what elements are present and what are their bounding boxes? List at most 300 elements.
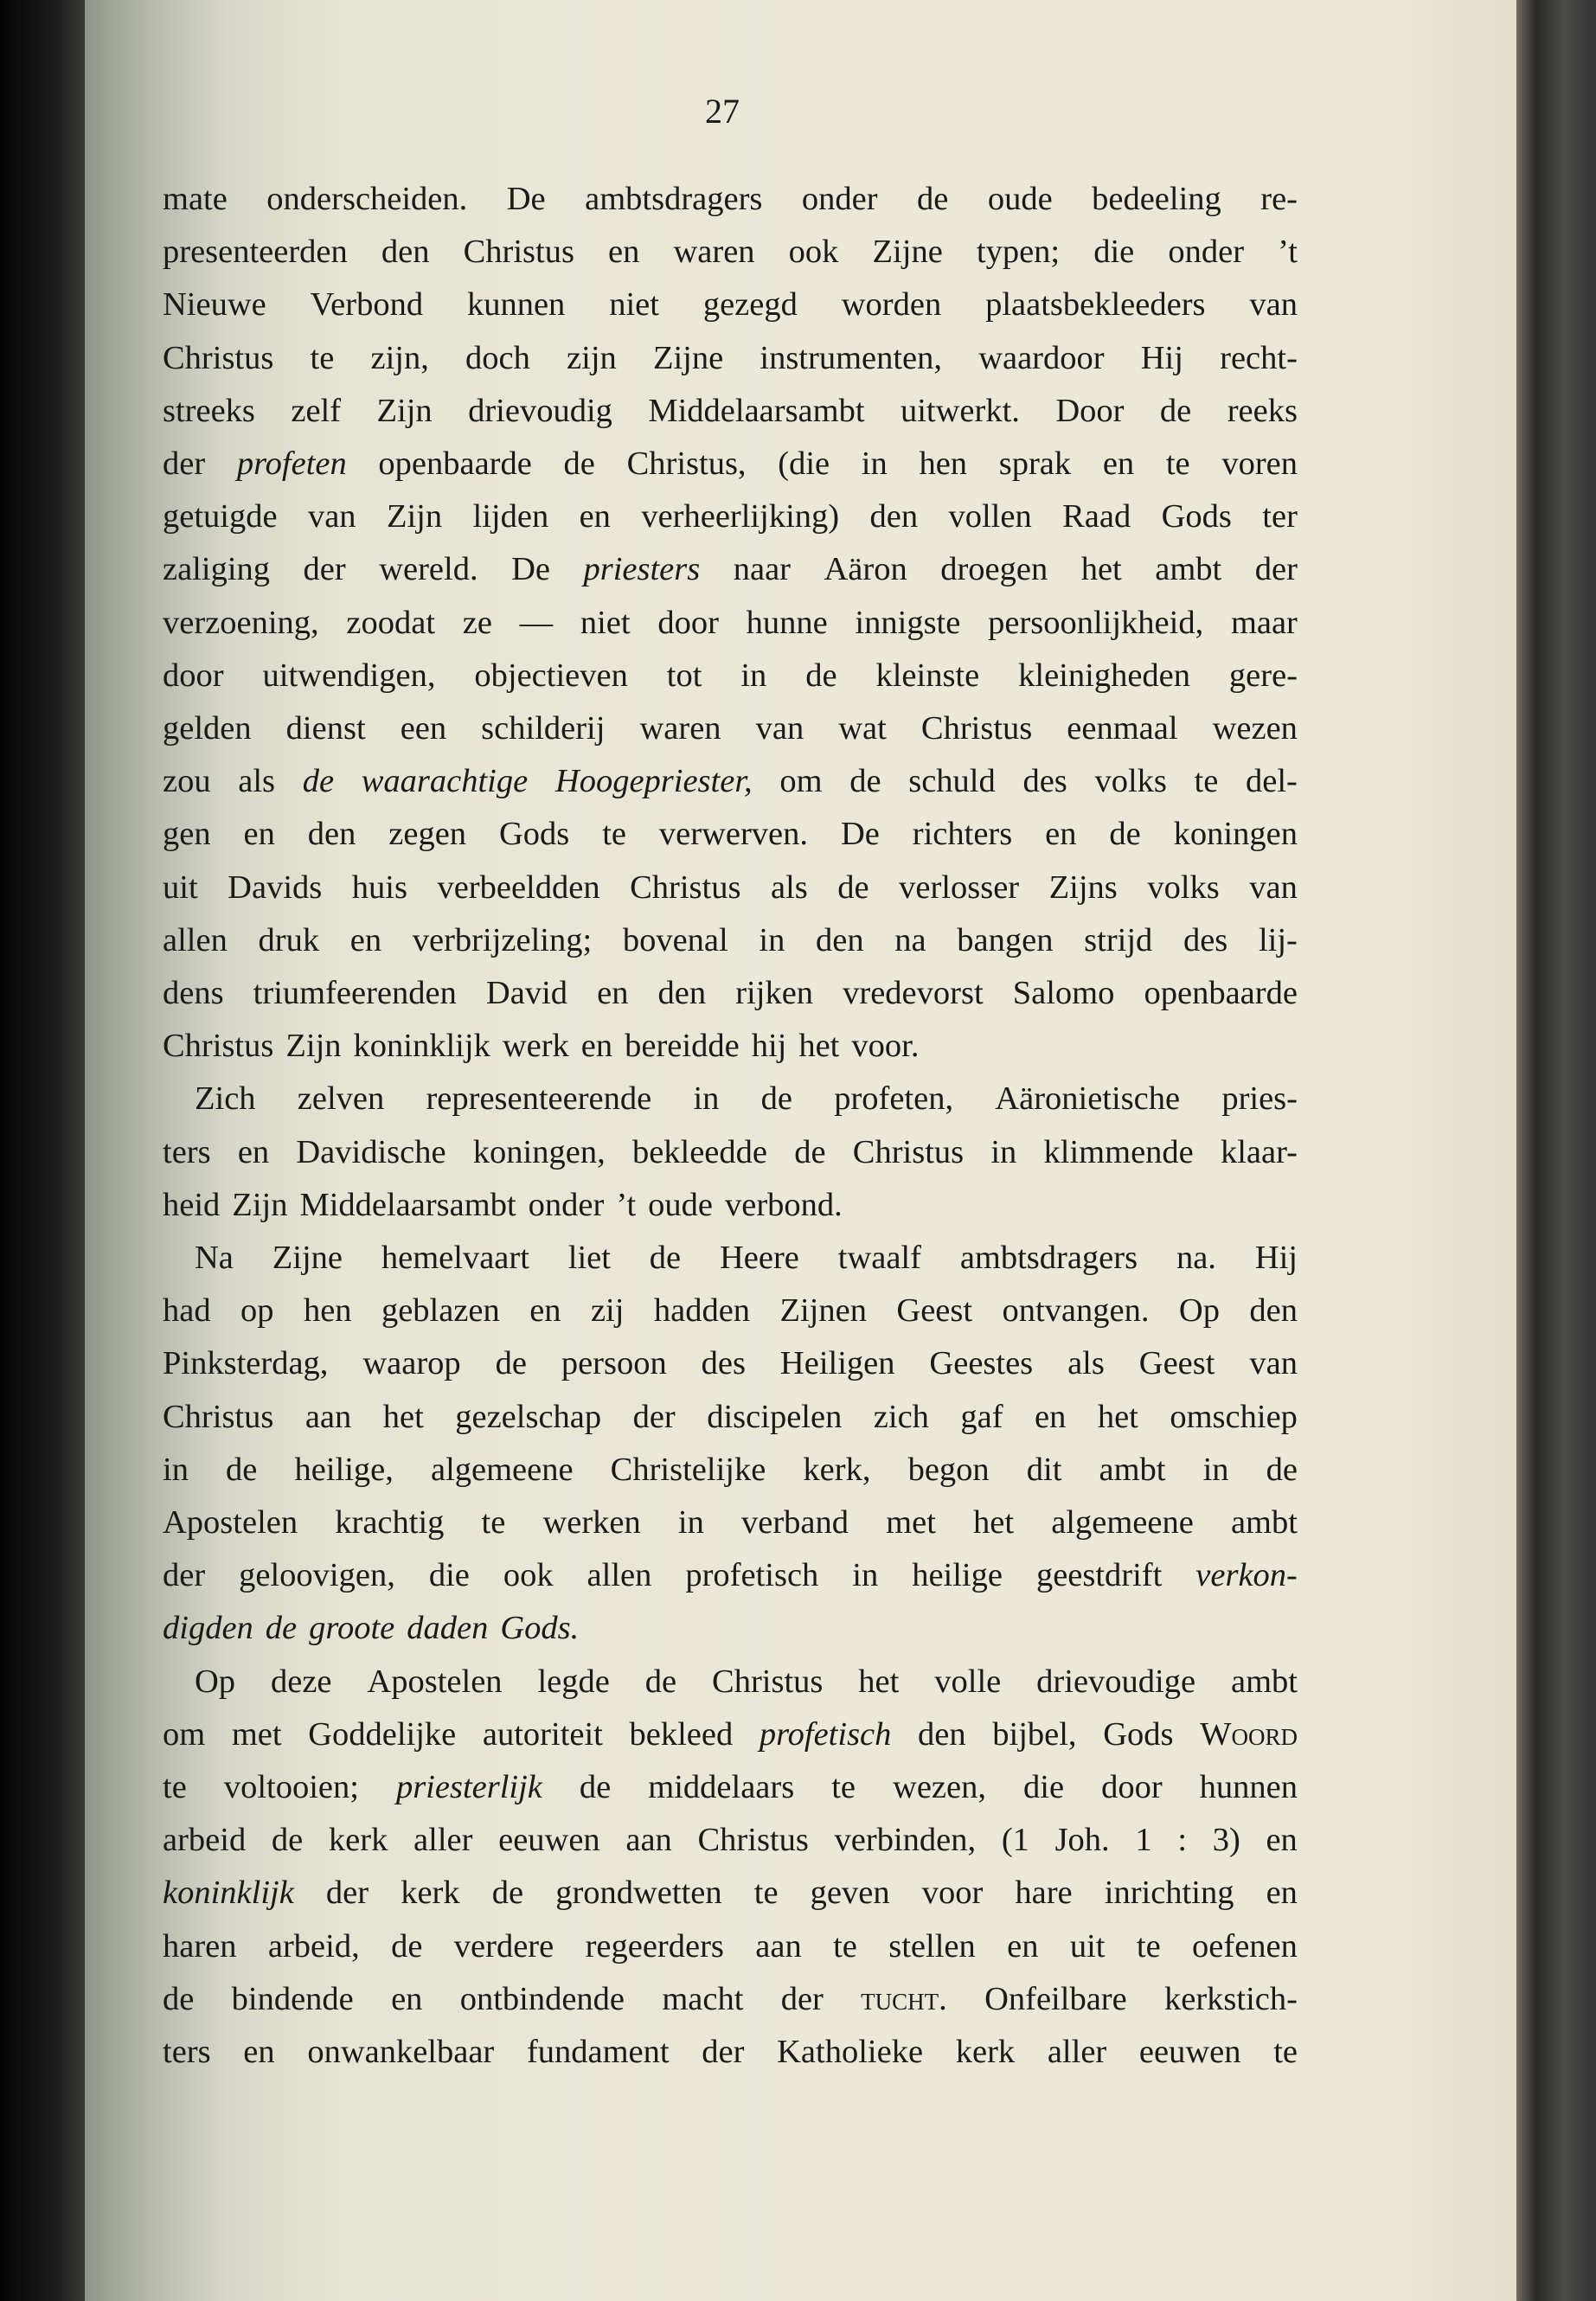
word: en (597, 975, 629, 1011)
word: vredevorst (843, 975, 984, 1011)
word: re- (1260, 181, 1298, 217)
word: kerk (328, 1822, 388, 1859)
word: openbaarde (1144, 975, 1298, 1011)
text-line (163, 1766, 1298, 1809)
word: bindende (231, 1980, 354, 2017)
word: Zich (195, 1080, 256, 1118)
word: rijken (735, 975, 814, 1011)
word: macht (662, 1980, 744, 2017)
text-line (163, 389, 1298, 433)
word: Geest (1138, 1345, 1215, 1382)
word: verbond. (725, 1186, 843, 1223)
word: te (481, 1504, 506, 1541)
word: Zijn (285, 1028, 342, 1065)
word: representeerende (426, 1080, 652, 1118)
word: en (529, 1292, 561, 1330)
word: gezegd (702, 286, 798, 324)
word: de (805, 657, 837, 694)
word: schuld (908, 763, 996, 800)
word: hemelvaart (381, 1240, 529, 1276)
word: en (391, 1980, 423, 2017)
text-line (195, 1077, 1298, 1120)
text-line (195, 1660, 1298, 1703)
word: haren (163, 1927, 237, 1965)
word: onder (801, 181, 878, 217)
word: de (495, 1345, 527, 1382)
word: Zijne (272, 1240, 343, 1276)
word: ambtsdragers (959, 1240, 1138, 1276)
word: De (506, 181, 546, 217)
italic-word: profetisch (759, 1715, 892, 1753)
word: volks (1094, 763, 1167, 800)
word: de (1109, 816, 1141, 853)
word: ambt (1230, 1504, 1298, 1541)
word: Raad (1062, 498, 1131, 535)
word: en (608, 234, 640, 271)
italic-word: priesterlijk (395, 1769, 542, 1805)
word: zij (590, 1292, 625, 1330)
word: des (1022, 763, 1067, 800)
italic-word: koninklijk (163, 1875, 294, 1912)
word: streeks (163, 392, 255, 429)
text-line (163, 495, 1298, 538)
word: uit (1069, 1927, 1106, 1965)
word: grondwetten (555, 1875, 722, 1912)
word: Apostelen (163, 1504, 298, 1541)
word: verzoening, (163, 604, 319, 641)
word: dienst (285, 710, 366, 747)
word: gezelschap (455, 1398, 602, 1435)
word: volle (934, 1663, 1002, 1700)
word: de (579, 1769, 612, 1805)
word: Nieuwe (163, 286, 266, 324)
word: bedeeling (1092, 181, 1221, 217)
text-line (163, 1183, 1298, 1227)
italic-word: digden (163, 1610, 253, 1647)
word: in (677, 1504, 704, 1541)
word: gere- (1228, 657, 1298, 694)
word: te (833, 1927, 857, 1965)
word: in (852, 1557, 879, 1594)
word: in (861, 445, 888, 482)
word: in (990, 1133, 1017, 1170)
word: verheerlijking) (641, 498, 840, 535)
word: Na (195, 1240, 234, 1276)
word: op (240, 1292, 274, 1330)
word: de (644, 1663, 677, 1700)
word: krachtig (335, 1504, 445, 1541)
word: de (760, 1080, 792, 1118)
word: waren (639, 710, 721, 747)
word: de (391, 1927, 423, 1965)
word: aan (625, 1822, 672, 1859)
word: legde (537, 1663, 610, 1700)
word: ambt (1230, 1663, 1298, 1700)
italic-word: daden (407, 1610, 489, 1647)
word: na. (1176, 1240, 1216, 1276)
text-line (163, 1818, 1298, 1862)
word: Joh. (1054, 1822, 1110, 1859)
word: bekleed (629, 1715, 734, 1753)
word: Christus (163, 1398, 274, 1435)
word: Christus (697, 1822, 809, 1859)
word: eeuwen (498, 1822, 600, 1859)
text-line (163, 1131, 1298, 1174)
word: gelden (163, 710, 252, 747)
word: en (580, 1028, 613, 1065)
word: te (1273, 2034, 1298, 2070)
word: klaar- (1220, 1133, 1298, 1170)
word: ontbindende (459, 1980, 625, 2017)
word: omschiep (1170, 1398, 1298, 1435)
word: den (381, 234, 430, 271)
word: hij (751, 1028, 787, 1065)
word: koningen (1173, 816, 1298, 853)
text-line (163, 177, 1298, 221)
word: Davids (228, 868, 323, 906)
word: de (794, 1133, 826, 1170)
word: Op (1178, 1292, 1220, 1330)
text-line (163, 2030, 1298, 2073)
word: des (1183, 921, 1228, 958)
word: hare (1015, 1875, 1073, 1912)
text-line (163, 919, 1298, 962)
word: en (1102, 445, 1135, 482)
word: Zijn (232, 1186, 288, 1223)
word: de (163, 1980, 195, 2017)
word: werken (542, 1504, 641, 1541)
word: profetisch (685, 1557, 819, 1594)
word: een (400, 710, 447, 747)
word: strijd (1084, 921, 1153, 958)
text-line (163, 1395, 1298, 1439)
word: de (491, 1875, 524, 1912)
word: De (511, 551, 550, 588)
word: kleinigheden (1018, 657, 1190, 694)
word: Christus (852, 1133, 965, 1170)
word: waren (673, 234, 755, 271)
word: den (918, 1715, 966, 1753)
word: twaalf (837, 1240, 921, 1276)
word: van (1249, 286, 1298, 324)
word: presenteerden (163, 234, 348, 271)
word: schilderij (481, 710, 606, 747)
italic-word: verkon- (1195, 1557, 1298, 1594)
word: ambt (1099, 1451, 1166, 1488)
word: del- (1246, 763, 1298, 800)
word: bovenal (622, 921, 728, 958)
word: hadden (653, 1292, 751, 1330)
word: eenmaal (1067, 710, 1178, 747)
word: den (1249, 1292, 1298, 1330)
word: verbinden, (834, 1822, 977, 1859)
word: Door (1055, 392, 1125, 429)
word: had (163, 1292, 211, 1330)
word: om (779, 763, 823, 800)
word: na (894, 921, 926, 958)
word: der (702, 2034, 745, 2070)
word: kerk (955, 2034, 1016, 2070)
word: algemeene (430, 1451, 574, 1488)
word: niet (609, 286, 659, 324)
word: de (649, 1240, 682, 1276)
word: zich (873, 1398, 929, 1435)
word: met (886, 1504, 936, 1541)
word: David (485, 975, 568, 1011)
word: te (163, 1769, 187, 1805)
word: gen (163, 816, 211, 853)
word: volks (1147, 868, 1220, 906)
word: kerk (401, 1875, 460, 1912)
word: Christus (163, 339, 274, 376)
word: oefenen (1192, 1927, 1298, 1965)
word: maar (1230, 604, 1298, 641)
word: Geest (896, 1292, 973, 1330)
word: als (770, 868, 808, 906)
word: (1 (1001, 1822, 1029, 1859)
word: aan (755, 1927, 802, 1965)
word: innigste (855, 604, 961, 641)
word: algemeene (1051, 1504, 1194, 1541)
word: bekleedde (631, 1133, 767, 1170)
word: huis (351, 868, 407, 906)
word: den (657, 975, 707, 1011)
word: Zijnen (779, 1292, 867, 1330)
word: koningen, (472, 1133, 606, 1170)
word: zijn, (370, 339, 429, 376)
word: waardoor (978, 339, 1105, 376)
text-line (163, 1289, 1298, 1332)
word: uitwerkt. (900, 392, 1020, 429)
small-caps-word: Woord (1200, 1715, 1298, 1753)
word: zoodat (346, 604, 436, 641)
word: wat (838, 710, 887, 747)
word: ters (163, 1133, 211, 1170)
text-line (163, 812, 1298, 856)
word: doch (465, 339, 530, 376)
word: Hij (1140, 339, 1183, 376)
text-line (163, 1554, 1298, 1597)
word: drievoudig (468, 392, 612, 429)
word: de (563, 445, 595, 482)
word: ’t (1278, 234, 1298, 271)
word: bereidde (625, 1028, 740, 1065)
word: objectieven (474, 657, 628, 694)
word: Davidische (296, 1133, 446, 1170)
word: die (1023, 1769, 1065, 1805)
word: sprak (998, 445, 1072, 482)
word: Christus (712, 1663, 824, 1700)
word: te (831, 1769, 856, 1805)
word: de (849, 763, 881, 800)
word: Zijn (386, 498, 443, 535)
word: (die (778, 445, 830, 482)
word: en (1035, 1398, 1067, 1435)
word: ook (788, 234, 839, 271)
word: Katholieke (777, 2034, 924, 2070)
text-line (163, 1713, 1298, 1756)
text-line (163, 601, 1298, 644)
word: te (1136, 1927, 1161, 1965)
word: bangen (957, 921, 1054, 958)
word: mate (163, 181, 228, 217)
word: oude (987, 181, 1053, 217)
word: ontvangen. (1002, 1292, 1150, 1330)
word: en (237, 1133, 270, 1170)
word: richters (912, 816, 1013, 853)
italic-word: profeten (236, 445, 347, 482)
word: lij- (1258, 921, 1298, 958)
word: der (325, 1875, 369, 1912)
word: der (163, 445, 206, 482)
text-line (163, 1024, 1298, 1067)
word: verdere (453, 1927, 554, 1965)
word: in (693, 1080, 720, 1118)
italic-word: groote (309, 1610, 395, 1647)
word: persoonlijkheid, (988, 604, 1204, 641)
word: der (163, 1557, 206, 1594)
word: de (226, 1451, 258, 1488)
word: in (740, 657, 767, 694)
word: zelven (297, 1080, 385, 1118)
word: kunnen (466, 286, 566, 324)
word: Salomo (1012, 975, 1115, 1011)
word: en (243, 2034, 275, 2070)
word: der (1254, 551, 1298, 588)
word: oude (648, 1186, 713, 1223)
word: Zijns (1048, 868, 1118, 906)
word: wereld. (379, 551, 478, 588)
text-line (195, 1236, 1298, 1279)
word: geestdrift (1035, 1557, 1163, 1594)
word: Christus (630, 868, 741, 906)
text-line (163, 707, 1298, 750)
word: : (1177, 1822, 1188, 1859)
word: wezen, (893, 1769, 986, 1805)
word: deze (270, 1663, 332, 1700)
text-line (163, 230, 1298, 273)
word: kleinste (875, 657, 980, 694)
word: recht- (1220, 339, 1298, 376)
text-line (163, 1501, 1298, 1544)
text-line (163, 1448, 1298, 1491)
small-caps-word: tucht. (861, 1980, 947, 2017)
word: druk (258, 921, 320, 958)
word: profeten, (834, 1080, 954, 1118)
word: uit (163, 868, 198, 906)
word: en (1007, 1927, 1039, 1965)
word: Hij (1254, 1240, 1298, 1276)
word: hunne (746, 604, 828, 641)
word: den (816, 921, 864, 958)
word: onder (1168, 234, 1245, 271)
text-line (163, 1606, 1298, 1650)
word: vollen (948, 498, 1032, 535)
scan-left-edge (0, 0, 87, 2301)
word: met (231, 1715, 282, 1753)
word: geven (810, 1875, 890, 1912)
word: van (1249, 868, 1298, 906)
word: en (579, 498, 611, 535)
word: klimmende (1043, 1133, 1194, 1170)
word: regeerders (585, 1927, 724, 1965)
word: voor (921, 1875, 984, 1912)
word: reeks (1227, 392, 1298, 429)
word: Christus (920, 710, 1033, 747)
word: aller (1047, 2034, 1107, 2070)
word: middelaars (648, 1769, 795, 1805)
word: instrumenten, (760, 339, 943, 376)
word: verband (741, 1504, 849, 1541)
word: door (657, 604, 719, 641)
word: waarop (362, 1345, 461, 1382)
word: ters (163, 2034, 211, 2070)
word: Gods (1103, 1715, 1174, 1753)
word: aller (413, 1822, 473, 1859)
word: autoriteit (482, 1715, 603, 1753)
word: en (1266, 1822, 1298, 1859)
word: verwerven. (658, 816, 809, 853)
word: te (1165, 445, 1190, 482)
word: begon (907, 1451, 990, 1488)
word: die (1093, 234, 1135, 271)
word: Middelaarsambt (648, 392, 865, 429)
word: zelf (291, 392, 342, 429)
italic-word: Hoogepriester, (554, 763, 753, 800)
word: om (163, 1715, 206, 1753)
word: heilige (912, 1557, 1003, 1594)
text-line (163, 971, 1298, 1015)
word: stellen (888, 1927, 976, 1965)
word: geblazen (381, 1292, 500, 1330)
word: Op (195, 1663, 236, 1700)
italic-word: Gods. (500, 1610, 580, 1647)
word: Christus, (626, 445, 747, 482)
word: te (1194, 763, 1219, 800)
word: door (163, 657, 224, 694)
word: voor. (851, 1028, 920, 1065)
word: van (307, 498, 356, 535)
word: triumfeerenden (253, 975, 457, 1011)
word: drievoudige (1036, 1663, 1196, 1700)
word: zijn (567, 339, 617, 376)
word: de (917, 181, 949, 217)
word: Middelaarsambt (299, 1186, 516, 1223)
word: als (238, 763, 276, 800)
word: voltooien; (223, 1769, 359, 1805)
word: inrichting (1104, 1875, 1234, 1912)
word: den (869, 498, 919, 535)
text-line (163, 548, 1298, 591)
word: allen (586, 1557, 652, 1594)
word: bijbel, (992, 1715, 1077, 1753)
word: ze (462, 604, 492, 641)
word: geloovigen, (239, 1557, 395, 1594)
word: in (759, 921, 785, 958)
word: hunnen (1199, 1769, 1298, 1805)
word: die (428, 1557, 470, 1594)
scan-right-edge (1516, 0, 1596, 2301)
word: te (602, 816, 626, 853)
word: het (973, 1504, 1015, 1541)
word: Heiligen (779, 1345, 895, 1382)
word: werk (502, 1028, 569, 1065)
word: Onfeilbare (984, 1980, 1127, 2017)
word: in (1202, 1451, 1229, 1488)
word: en (243, 816, 275, 853)
word: uitwendigen, (262, 657, 436, 694)
word: Christus (163, 1028, 274, 1065)
